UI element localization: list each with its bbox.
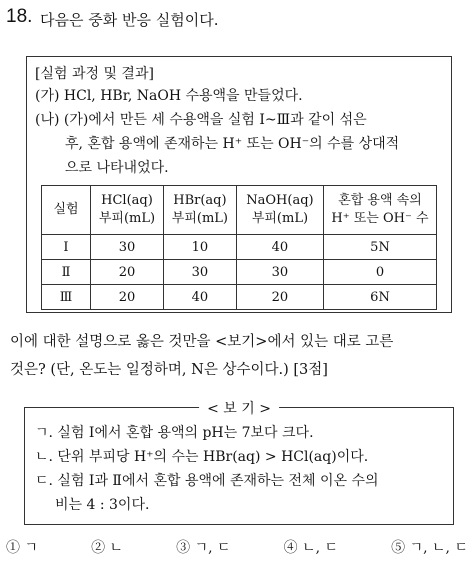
- cell-hbr: 40: [163, 285, 236, 310]
- bogi-box: [24, 401, 454, 525]
- step-a: (가) HCl, HBr, NaOH 수용액을 만들었다.: [35, 88, 303, 104]
- header-mix-bottom: H⁺ 또는 OH⁻ 수: [331, 211, 429, 226]
- cell-exp: Ⅰ: [42, 235, 91, 260]
- results-table: [41, 185, 437, 310]
- cell-hcl: 20: [91, 260, 164, 285]
- header-naoh-bottom: 부피(mL): [251, 211, 309, 226]
- table-header-row: [42, 186, 437, 235]
- header-hbr-top: HBr(aq): [173, 193, 227, 208]
- choice-1[interactable]: ① ㄱ: [6, 540, 38, 556]
- prompt-line1: 이에 대한 설명으로 옳은 것만을 <보기>에서 있는 대로 고른: [10, 334, 394, 350]
- experiment-box-title: [실험 과정 및 결과]: [35, 66, 154, 82]
- choice-2[interactable]: ② ㄴ: [91, 540, 124, 556]
- header-hcl-bottom: 부피(mL): [98, 211, 156, 226]
- experiment-box: [26, 56, 452, 313]
- header-hbr: [163, 186, 236, 235]
- header-mix: [324, 186, 437, 235]
- cell-naoh: 40: [236, 235, 323, 260]
- cell-hcl: 30: [91, 235, 164, 260]
- bogi-item-1: ㄱ. 실험 Ⅰ에서 혼합 용액의 pH는 7보다 크다.: [35, 425, 314, 441]
- cell-naoh: 20: [236, 285, 323, 310]
- question-title: 다음은 중화 반응 실험이다.: [40, 11, 219, 29]
- step-b-line1: (나) (가)에서 만든 세 수용액을 실험 Ⅰ~Ⅲ과 같이 섞은: [35, 112, 367, 128]
- cell-naoh: 30: [236, 260, 323, 285]
- choice-4[interactable]: ④ ㄴ, ㄷ: [283, 540, 339, 556]
- bogi-item-3-line2: 비는 4 : 3이다.: [55, 497, 150, 513]
- cell-exp: Ⅱ: [42, 260, 91, 285]
- cell-ions: 5N: [324, 235, 437, 260]
- header-hbr-bottom: 부피(mL): [171, 211, 229, 226]
- cell-hcl: 20: [91, 285, 164, 310]
- step-b-line2: 후, 혼합 용액에 존재하는 H⁺ 또는 OH⁻의 수를 상대적: [65, 136, 400, 152]
- header-hcl-top: HCl(aq): [101, 193, 153, 208]
- table-row: [42, 285, 437, 310]
- table-row: [42, 235, 437, 260]
- prompt-line2: 것은? (단, 온도는 일정하며, N은 상수이다.) [3점]: [10, 362, 328, 378]
- bogi-title: < 보 기 >: [199, 398, 279, 418]
- step-b-line3: 으로 나타내었다.: [65, 160, 169, 176]
- table-row: [42, 260, 437, 285]
- bogi-item-3-line1: ㄷ. 실험 Ⅰ과 Ⅱ에서 혼합 용액에 존재하는 전체 이온 수의: [35, 473, 379, 489]
- header-mix-top: 혼합 용액 속의: [338, 193, 422, 208]
- cell-ions: 6N: [324, 285, 437, 310]
- cell-ions: 0: [324, 260, 437, 285]
- header-naoh-top: NaOH(aq): [246, 193, 314, 208]
- choice-5[interactable]: ⑤ ㄱ, ㄴ, ㄷ: [391, 540, 468, 556]
- cell-hbr: 10: [163, 235, 236, 260]
- header-naoh: [236, 186, 323, 235]
- header-experiment: 실험: [42, 186, 91, 235]
- header-hcl: [91, 186, 164, 235]
- answer-choices: [6, 537, 468, 557]
- cell-hbr: 30: [163, 260, 236, 285]
- bogi-item-2: ㄴ. 단위 부피당 H⁺의 수는 HBr(aq) > HCl(aq)이다.: [35, 449, 369, 465]
- choice-3[interactable]: ③ ㄱ, ㄷ: [176, 540, 231, 556]
- question-number: 18.: [6, 6, 33, 27]
- cell-exp: Ⅲ: [42, 285, 91, 310]
